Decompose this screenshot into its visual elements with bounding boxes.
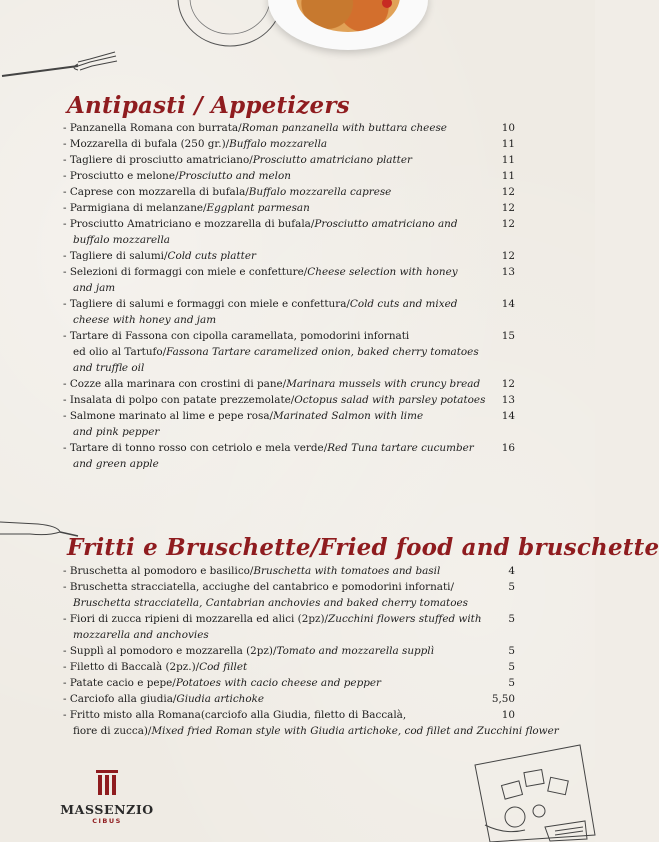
menu-item (63, 643, 523, 659)
menu-item-price: 10 (501, 709, 515, 721)
menu-item (63, 563, 523, 579)
menu-item (63, 579, 523, 611)
menu-item-price: 5,50 (491, 693, 515, 705)
menu-item-price: 11 (501, 138, 515, 150)
dish-name-italian: - Selezioni di formaggi con miele e confetture/ (63, 266, 308, 278)
menu-item-line (63, 440, 481, 456)
dish-name-english: Buffalo mozzarella (229, 138, 328, 150)
menu-item-line (63, 168, 481, 184)
menu-item (63, 264, 523, 296)
menu-item-line (63, 408, 481, 424)
menu-item-line (63, 376, 481, 392)
dish-name-italian: fiore di zucca)/ (73, 725, 152, 737)
dish-name-english: and jam (73, 282, 116, 294)
dish-name-italian: - Insalata di polpo con patate prezzemolate/ (63, 394, 295, 406)
menu-item-line (63, 627, 481, 643)
menu-item-price: 12 (501, 218, 515, 230)
menu-item (63, 440, 523, 472)
dish-name-italian: - Prosciutto e melone/ (63, 170, 179, 182)
menu-item-price: 12 (501, 202, 515, 214)
menu-item-line (63, 328, 481, 344)
menu-item-line (63, 675, 481, 691)
menu-item-line (63, 296, 481, 312)
dish-name-english: Marinated Salmon with lime (273, 410, 424, 422)
menu-item-price: 5 (508, 677, 515, 689)
dish-name-italian: - Salmone marinato al lime e pepe rosa/ (63, 410, 274, 422)
menu-item (63, 120, 523, 136)
menu-item-price: 16 (501, 442, 515, 454)
dish-name-english: Cold cuts platter (167, 250, 256, 262)
menu-item-price: 14 (501, 410, 515, 422)
menu-item-line (63, 248, 481, 264)
section-title-fried-food: Fritti e Bruschette/Fried food and bruschette (67, 534, 659, 561)
menu-item-price: 5 (508, 581, 515, 593)
dish-name-italian: - Panzanella Romana con burrata/ (63, 122, 242, 134)
dish-name-english: Fassona Tartare caramelized onion, baked cherry tomatoes (166, 346, 479, 358)
dish-name-english: buffalo mozzarella (73, 234, 170, 246)
menu-item-price: 5 (508, 661, 515, 673)
menu-item (63, 136, 523, 152)
menu-item-line (63, 643, 481, 659)
dish-name-italian: - Patate cacio e pepe/ (63, 677, 176, 689)
dish-name-english: Zucchini flowers stuffed with (328, 613, 482, 625)
menu-item-line (63, 707, 481, 723)
dish-name-italian: - Filetto di Baccalà (2pz.)/ (63, 661, 200, 673)
dish-name-italian: - Supplì al pomodoro e mozzarella (2pz)/ (63, 645, 277, 657)
dish-name-italian: - Caprese con mozzarella di bufala/ (63, 186, 249, 198)
menu-item-line (63, 360, 481, 376)
menu-item-line (63, 659, 481, 675)
dish-name-italian: - Prosciutto Amatriciano e mozzarella di bufala/ (63, 218, 315, 230)
menu-item-line (63, 424, 481, 440)
menu-item (63, 168, 523, 184)
menu-item (63, 675, 523, 691)
dish-name-italian: - Tagliere di salumi e formaggi con miele e confettura/ (63, 298, 350, 310)
menu-item-line (63, 216, 481, 232)
menu-item-line (63, 184, 481, 200)
dish-name-italian: - Tagliere di salumi/ (63, 250, 168, 262)
dish-name-italian: - Mozzarella di bufala (250 gr.)/ (63, 138, 230, 150)
logo-mark-icon (95, 770, 119, 796)
menu-item (63, 392, 523, 408)
brand-logo (52, 770, 162, 825)
menu-item-line (63, 691, 481, 707)
menu-item (63, 659, 523, 675)
menu-item-line (63, 152, 481, 168)
dish-name-english: and truffle oil (73, 362, 145, 374)
menu-item (63, 152, 523, 168)
menu-item-price: 12 (501, 378, 515, 390)
dish-name-english: Eggplant parmesan (206, 202, 310, 214)
menu-item-line (63, 312, 481, 328)
menu-item (63, 248, 523, 264)
dish-name-italian: - Tartare di tonno rosso con cetriolo e mela verde/ (63, 442, 328, 454)
dish-name-english: cheese with honey and jam (73, 314, 217, 326)
menu-item-price: 12 (501, 250, 515, 262)
fried-food-list (63, 563, 559, 739)
menu-item-line (63, 120, 481, 136)
dish-name-english: Roman panzanella with buttara cheese (241, 122, 447, 134)
appetizers-list (63, 120, 523, 472)
logo-sub-text: CIBUS (92, 817, 122, 825)
section-title-appetizers: Antipasti / Appetizers (67, 92, 350, 119)
menu-item (63, 216, 523, 248)
dish-name-english: Bruschetta stracciatella, Cantabrian anchovies and baked cherry tomatoes (73, 597, 468, 609)
menu-item-line (63, 280, 481, 296)
dish-name-english: Red Tuna tartare cucumber (327, 442, 474, 454)
menu-item-price: 4 (508, 565, 515, 577)
menu-item-price: 10 (501, 122, 515, 134)
menu-item-line (63, 232, 481, 248)
dish-name-italian: ed olio al Tartufo/ (73, 346, 167, 358)
menu-item-price: 5 (508, 645, 515, 657)
menu-item-line (63, 136, 481, 152)
menu-item-price: 15 (501, 330, 515, 342)
menu-item-price: 5 (508, 613, 515, 625)
menu-item (63, 200, 523, 216)
menu-item-line (63, 456, 481, 472)
dish-name-english: mozzarella and anchovies (73, 629, 209, 641)
dish-name-english: Marinara mussels with cruncy bread (286, 378, 481, 390)
menu-item-price: 11 (501, 170, 515, 182)
menu-item (63, 707, 559, 739)
dish-name-italian: - Carciofo alla giudia/ (63, 693, 177, 705)
menu-item-line (63, 595, 481, 611)
menu-item-line (63, 200, 481, 216)
dish-name-english: and pink pepper (73, 426, 160, 438)
dish-name-english: Prosciutto amatriciano platter (252, 154, 412, 166)
menu-item-line (63, 579, 481, 595)
dish-name-italian: - Fritto misto alla Romana(carciofo alla Giudia, filetto di Baccalà, (63, 709, 407, 721)
dish-name-english: Buffalo mozzarella caprese (248, 186, 392, 198)
dish-name-english: Tomato and mozzarella supplì (276, 645, 434, 657)
menu-item-line (63, 611, 481, 627)
menu-item (63, 376, 523, 392)
dish-name-italian: - Fiori di zucca ripieni di mozzarella ed alici (2pz)/ (63, 613, 329, 625)
dish-name-english: Bruschetta with tomatoes and basil (253, 565, 441, 577)
dish-name-italian: - Bruschetta al pomodoro e basilico/ (63, 565, 254, 577)
dish-name-english: Giudia artichoke (176, 693, 265, 705)
menu-item (63, 296, 523, 328)
menu-item-price: 12 (501, 186, 515, 198)
dish-name-italian: - Parmigiana di melanzane/ (63, 202, 207, 214)
dish-name-english: Cheese selection with honey (307, 266, 458, 278)
menu-item (63, 184, 523, 200)
dish-name-english: Cod fillet (199, 661, 248, 673)
menu-item (63, 328, 523, 376)
menu-item-line (63, 264, 481, 280)
dish-name-italian: - Tagliere di prosciutto amatriciano/ (63, 154, 253, 166)
logo-brand-text: MASSENZIO (60, 802, 154, 817)
menu-item-line (63, 344, 481, 360)
menu-item-price: 13 (501, 266, 515, 278)
menu-item (63, 691, 523, 707)
dish-name-english: Cold cuts and mixed (349, 298, 458, 310)
menu-item-price: 13 (501, 394, 515, 406)
menu-item-line (63, 723, 559, 739)
menu-item-price: 14 (501, 298, 515, 310)
dish-name-english: Prosciutto amatriciano and (314, 218, 458, 230)
menu-item-line (63, 392, 486, 408)
dish-name-english: Octopus salad with parsley potatoes (294, 394, 486, 406)
menu-item-line (63, 563, 481, 579)
dish-name-english: and green apple (73, 458, 159, 470)
menu-item (63, 611, 523, 643)
menu-item (63, 408, 523, 440)
menu-item-price: 11 (501, 154, 515, 166)
dish-name-italian: - Tartare di Fassona con cipolla caramellata, pomodorini infornati (63, 330, 410, 342)
dish-name-english: Prosciutto and melon (178, 170, 291, 182)
dish-name-italian: - Cozze alla marinara con crostini di pane/ (63, 378, 287, 390)
dish-name-english: Potatoes with cacio cheese and pepper (175, 677, 381, 689)
dish-name-english: Mixed fried Roman style with Giudia artichoke, cod fillet and Zucchini flower (151, 725, 559, 737)
dish-name-italian: - Bruschetta stracciatella, acciughe del cantabrico e pomodorini infornati/ (63, 581, 454, 593)
